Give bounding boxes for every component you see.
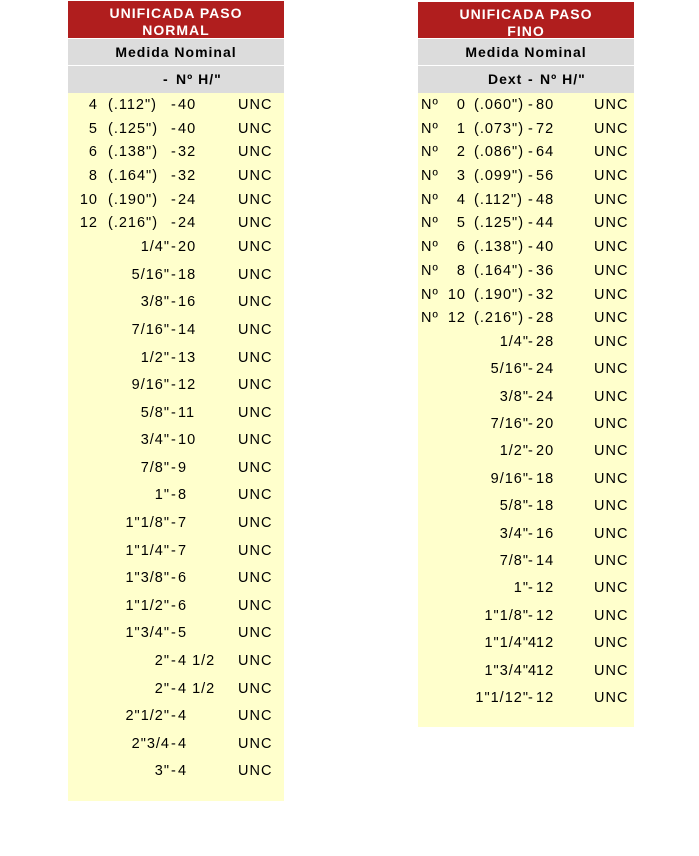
cell-sep: - <box>528 388 534 405</box>
table-row <box>418 334 634 361</box>
cell-sep: - <box>171 680 177 697</box>
cell-unc: UNC <box>594 470 629 487</box>
cell-sep: - <box>171 597 177 614</box>
table-row <box>68 432 284 460</box>
table-row <box>418 526 634 553</box>
fine-table-body <box>418 93 634 727</box>
cell-tpi: 6 <box>178 570 188 587</box>
cell-sep: - <box>528 689 534 706</box>
cell-sep: - <box>171 377 177 394</box>
cell-lab: Nº <box>421 239 439 256</box>
cell-unc: UNC <box>594 635 629 652</box>
cell-nom: 3/4" <box>140 432 170 449</box>
cell-unc: UNC <box>594 388 629 405</box>
cell-lab: Nº <box>421 286 439 303</box>
cell-dim: (.138") <box>108 144 159 161</box>
cell-unc: UNC <box>238 349 273 366</box>
cell-sep: - <box>528 361 534 378</box>
cell-sep: - <box>528 144 534 161</box>
cell-sep: - <box>171 653 177 670</box>
fine-header-columns <box>418 66 634 93</box>
cell-tpi: 20 <box>536 416 555 433</box>
cell-tpi: 72 <box>536 120 555 137</box>
cell-unc: UNC <box>238 625 273 642</box>
cell-num: 10 <box>79 191 98 208</box>
cell-dim: (.099") <box>474 168 525 185</box>
cell-sep: - <box>171 321 177 338</box>
cell-tpi: 20 <box>178 239 197 256</box>
cell-tpi: 28 <box>536 333 555 350</box>
table-row <box>68 515 284 543</box>
cell-tpi: 20 <box>536 443 555 460</box>
table-row <box>418 192 634 216</box>
cell-tpi: 24 <box>536 388 555 405</box>
cell-sep: 4 <box>528 635 538 652</box>
cell-tpi: 18 <box>536 498 555 515</box>
cell-unc: UNC <box>594 97 629 113</box>
cell-sep: - <box>171 294 177 311</box>
table-row <box>68 294 284 322</box>
cell-num: 6 <box>456 239 466 256</box>
cell-unc: UNC <box>238 168 273 185</box>
cell-nom: 1"1/12" <box>475 689 529 706</box>
cell-sep: - <box>171 215 177 232</box>
table-row <box>68 97 284 121</box>
table-row <box>68 350 284 378</box>
table-row <box>418 287 634 311</box>
fine-header-tpi: Nº H/" <box>540 71 586 87</box>
cell-num: 0 <box>456 97 466 113</box>
cell-lab: Nº <box>421 120 439 137</box>
cell-sep: - <box>528 310 534 327</box>
cell-unc: UNC <box>594 498 629 515</box>
cell-sep: - <box>528 580 534 597</box>
cell-tpi: 14 <box>536 553 555 569</box>
cell-sep: - <box>171 735 177 752</box>
table-row <box>68 570 284 598</box>
cell-unc: UNC <box>594 607 629 624</box>
cell-dim: (.125") <box>108 120 159 137</box>
cell-unc: UNC <box>594 239 629 256</box>
cell-dim: (.125") <box>474 215 525 232</box>
table-row <box>418 663 634 690</box>
cell-unc: UNC <box>594 144 629 161</box>
table-row <box>68 144 284 168</box>
table-row <box>68 121 284 145</box>
cell-num: 4 <box>456 191 466 208</box>
cell-unc: UNC <box>238 597 273 614</box>
cell-unc: UNC <box>238 763 273 780</box>
cell-tpi: 36 <box>536 262 555 279</box>
cell-tpi: 64 <box>536 144 555 161</box>
cell-dim: (.164") <box>108 168 159 185</box>
cell-unc: UNC <box>238 515 273 532</box>
cell-nom: 1"1/8" <box>125 515 170 532</box>
cell-unc: UNC <box>594 361 629 378</box>
cell-unc: UNC <box>594 580 629 597</box>
cell-sep: - <box>528 97 534 113</box>
cell-unc: UNC <box>594 286 629 303</box>
cell-num: 12 <box>79 215 98 232</box>
cell-sep: - <box>171 625 177 642</box>
cell-nom: 9/16" <box>490 470 529 487</box>
cell-nom: 1"1/2" <box>125 597 170 614</box>
cell-num: 12 <box>447 310 466 327</box>
cell-unc: UNC <box>238 653 273 670</box>
cell-num: 5 <box>88 120 98 137</box>
cell-unc: UNC <box>594 525 629 542</box>
cell-tpi: 56 <box>536 168 555 185</box>
cell-nom: 3/8" <box>499 388 529 405</box>
cell-nom: 2"1/2" <box>125 708 170 725</box>
table-row <box>418 498 634 525</box>
cell-sep: - <box>528 286 534 303</box>
cell-sep: - <box>528 168 534 185</box>
cell-unc: UNC <box>238 120 273 137</box>
cell-tpi: 11 <box>178 404 196 421</box>
coarse-header-nominal: Medida Nominal <box>68 39 284 65</box>
cell-sep: - <box>171 191 177 208</box>
cell-unc: UNC <box>238 542 273 559</box>
cell-sep: - <box>171 708 177 725</box>
cell-sep: - <box>528 120 534 137</box>
cell-sep: - <box>528 525 534 542</box>
table-row <box>418 416 634 443</box>
cell-sep: - <box>171 542 177 559</box>
cell-tpi: 13 <box>178 349 197 366</box>
cell-unc: UNC <box>238 215 273 232</box>
cell-nom: 5/8" <box>499 498 529 515</box>
cell-tpi: 16 <box>178 294 197 311</box>
cell-unc: UNC <box>238 708 273 725</box>
table-row <box>418 690 634 717</box>
cell-nom: 5/8" <box>140 404 170 421</box>
cell-nom: 7/16" <box>131 321 170 338</box>
cell-sep: - <box>528 607 534 624</box>
cell-tpi: 32 <box>536 286 555 303</box>
cell-sep: 4 <box>528 662 538 679</box>
cell-unc: UNC <box>238 459 273 476</box>
table-row <box>68 681 284 709</box>
cell-num: 5 <box>456 215 466 232</box>
cell-dim: (.086") <box>474 144 525 161</box>
cell-sep: - <box>171 349 177 366</box>
fine-title-line1: UNIFICADA PASO <box>459 6 593 22</box>
cell-unc: UNC <box>594 262 629 279</box>
cell-sep: - <box>528 191 534 208</box>
cell-tpi: 32 <box>178 168 197 185</box>
cell-tpi: 40 <box>536 239 555 256</box>
cell-sep: - <box>528 553 534 569</box>
cell-tpi: 24 <box>178 215 197 232</box>
cell-sep: - <box>528 498 534 515</box>
fine-thread-table <box>418 2 634 727</box>
cell-tpi: 28 <box>536 310 555 327</box>
table-row <box>68 625 284 653</box>
cell-dim: (.073") <box>474 120 525 137</box>
table-row <box>68 322 284 350</box>
cell-dim: (.060") <box>474 97 525 113</box>
cell-lab: Nº <box>421 310 439 327</box>
cell-lab: Nº <box>421 262 439 279</box>
cell-nom: 1"1/8" <box>484 607 529 624</box>
cell-unc: UNC <box>594 416 629 433</box>
cell-sep: - <box>171 432 177 449</box>
cell-tpi: 10 <box>178 432 197 449</box>
cell-sep: - <box>528 443 534 460</box>
cell-tpi: 18 <box>178 266 197 283</box>
cell-nom: 7/16" <box>490 416 529 433</box>
cell-lab: Nº <box>421 144 439 161</box>
table-row <box>68 598 284 626</box>
table-row <box>68 377 284 405</box>
cell-num: 8 <box>88 168 98 185</box>
cell-nom: 1/4" <box>499 333 529 350</box>
cell-sep: - <box>171 515 177 532</box>
fine-table-title <box>418 2 634 38</box>
cell-sep: - <box>528 215 534 232</box>
cell-nom: 9/16" <box>131 377 170 394</box>
coarse-thread-table <box>68 1 284 801</box>
cell-tpi: 6 <box>178 597 188 614</box>
coarse-table-title <box>68 1 284 38</box>
fine-header-dash: - <box>528 71 534 87</box>
cell-num: 4 <box>88 97 98 113</box>
cell-sep: - <box>171 144 177 161</box>
cell-nom: 1/2" <box>140 349 170 366</box>
table-row <box>68 192 284 216</box>
cell-unc: UNC <box>594 191 629 208</box>
cell-nom: 3/4" <box>499 525 529 542</box>
cell-nom: 1/2" <box>499 443 529 460</box>
cell-tpi: 24 <box>536 361 555 378</box>
cell-nom: 3" <box>154 763 170 780</box>
cell-sep: - <box>171 570 177 587</box>
table-row <box>418 635 634 662</box>
cell-nom: 1" <box>154 487 170 504</box>
coarse-table-body <box>68 93 284 801</box>
cell-sep: - <box>171 97 177 113</box>
cell-unc: UNC <box>238 680 273 697</box>
cell-unc: UNC <box>238 432 273 449</box>
cell-sep: - <box>528 333 534 350</box>
cell-dim: (.112") <box>108 97 157 113</box>
table-row <box>418 443 634 470</box>
table-row <box>68 543 284 571</box>
cell-sep: - <box>528 416 534 433</box>
cell-sep: - <box>528 239 534 256</box>
cell-sep: - <box>171 763 177 780</box>
cell-tpi: 5 <box>178 625 188 642</box>
cell-unc: UNC <box>238 377 273 394</box>
cell-unc: UNC <box>238 735 273 752</box>
cell-num: 1 <box>456 120 466 137</box>
cell-tpi: 48 <box>536 191 555 208</box>
cell-sep: - <box>171 168 177 185</box>
cell-tpi: 4 <box>178 708 188 725</box>
cell-unc: UNC <box>594 310 629 327</box>
cell-sep: - <box>171 404 177 421</box>
cell-unc: UNC <box>238 487 273 504</box>
table-row <box>418 215 634 239</box>
table-row <box>418 121 634 145</box>
cell-nom: 1"3/4" <box>484 662 529 679</box>
cell-tpi: 12 <box>536 689 555 706</box>
table-row <box>418 389 634 416</box>
table-row <box>68 763 284 791</box>
cell-dim: (.138") <box>474 239 525 256</box>
cell-tpi: 12 <box>536 580 555 597</box>
cell-lab: Nº <box>421 191 439 208</box>
coarse-title-line1: UNIFICADA PASO <box>109 5 243 21</box>
table-row <box>68 405 284 433</box>
cell-nom: 7/8" <box>140 459 170 476</box>
cell-nom: 5/16" <box>131 266 170 283</box>
cell-lab: Nº <box>421 215 439 232</box>
cell-unc: UNC <box>594 215 629 232</box>
cell-tpi: 40 <box>178 97 197 113</box>
fine-header-nominal: Medida Nominal <box>418 39 634 65</box>
table-row <box>68 653 284 681</box>
cell-tpi: 4 <box>178 735 188 752</box>
cell-unc: UNC <box>594 120 629 137</box>
table-row <box>68 487 284 515</box>
cell-nom: 7/8" <box>499 553 529 569</box>
cell-unc: UNC <box>594 689 629 706</box>
cell-unc: UNC <box>238 97 273 113</box>
coarse-header-dash: - <box>163 71 169 87</box>
table-row <box>418 263 634 287</box>
cell-unc: UNC <box>238 266 273 283</box>
cell-tpi: 24 <box>178 191 197 208</box>
table-row <box>68 736 284 764</box>
cell-sep: - <box>528 470 534 487</box>
cell-unc: UNC <box>594 662 629 679</box>
cell-lab: Nº <box>421 97 439 113</box>
table-row <box>418 553 634 580</box>
cell-tpi: 4 1/2 <box>178 653 216 670</box>
cell-lab: Nº <box>421 168 439 185</box>
cell-dim: (.216") <box>108 215 159 232</box>
cell-dim: (.190") <box>474 286 525 303</box>
cell-unc: UNC <box>594 553 629 569</box>
table-row <box>418 168 634 192</box>
cell-tpi: 18 <box>536 470 555 487</box>
table-row <box>68 460 284 488</box>
table-row <box>418 580 634 607</box>
cell-sep: - <box>171 487 177 504</box>
cell-tpi: 44 <box>536 215 555 232</box>
cell-nom: 1"1/4" <box>125 542 170 559</box>
coarse-title-line2: NORMAL <box>142 22 210 38</box>
cell-tpi: 80 <box>536 97 555 113</box>
cell-nom: 2" <box>154 653 170 670</box>
cell-num: 3 <box>456 168 466 185</box>
cell-nom: 1" <box>513 580 529 597</box>
cell-num: 2 <box>456 144 466 161</box>
cell-nom: 1"3/4" <box>125 625 170 642</box>
cell-dim: (.164") <box>474 262 525 279</box>
cell-unc: UNC <box>594 333 629 350</box>
cell-tpi: 32 <box>178 144 197 161</box>
cell-num: 10 <box>447 286 466 303</box>
table-row <box>418 608 634 635</box>
fine-header-dext: Dext <box>488 71 523 87</box>
cell-tpi: 9 <box>178 459 188 476</box>
cell-tpi: 8 <box>178 487 188 504</box>
cell-sep: - <box>171 459 177 476</box>
fine-title-line2: FINO <box>507 23 545 39</box>
cell-unc: UNC <box>238 191 273 208</box>
cell-tpi: 7 <box>178 515 188 532</box>
table-row <box>68 267 284 295</box>
cell-nom: 1"1/4" <box>484 635 529 652</box>
cell-sep: - <box>171 120 177 137</box>
cell-tpi: 40 <box>178 120 197 137</box>
cell-tpi: 12 <box>536 607 555 624</box>
table-row <box>418 97 634 121</box>
table-row <box>68 168 284 192</box>
table-row <box>68 215 284 239</box>
cell-num: 6 <box>88 144 98 161</box>
cell-sep: - <box>171 266 177 283</box>
cell-dim: (.112") <box>474 191 523 208</box>
table-row <box>418 361 634 388</box>
cell-tpi: 16 <box>536 525 555 542</box>
table-row <box>418 310 634 334</box>
cell-unc: UNC <box>238 144 273 161</box>
table-row <box>418 239 634 263</box>
cell-unc: UNC <box>238 570 273 587</box>
cell-sep: - <box>528 262 534 279</box>
cell-sep: - <box>171 239 177 256</box>
cell-tpi: 4 1/2 <box>178 680 216 697</box>
cell-dim: (.216") <box>474 310 525 327</box>
cell-unc: UNC <box>594 168 629 185</box>
cell-unc: UNC <box>238 294 273 311</box>
cell-nom: 2"3/4 <box>131 735 170 752</box>
cell-tpi: 7 <box>178 542 188 559</box>
cell-num: 8 <box>456 262 466 279</box>
cell-nom: 1/4" <box>140 239 170 256</box>
cell-tpi: 12 <box>536 662 555 679</box>
cell-unc: UNC <box>238 239 273 256</box>
coarse-header-columns <box>68 66 284 93</box>
cell-dim: (.190") <box>108 191 159 208</box>
cell-nom: 1"3/8" <box>125 570 170 587</box>
cell-tpi: 12 <box>178 377 197 394</box>
cell-tpi: 14 <box>178 321 197 338</box>
cell-unc: UNC <box>238 321 273 338</box>
table-row <box>68 708 284 736</box>
table-row <box>418 471 634 498</box>
table-row <box>68 239 284 267</box>
cell-unc: UNC <box>594 443 629 460</box>
cell-unc: UNC <box>238 404 273 421</box>
cell-tpi: 12 <box>536 635 555 652</box>
cell-nom: 5/16" <box>490 361 529 378</box>
cell-tpi: 4 <box>178 763 188 780</box>
coarse-header-tpi: Nº H/" <box>176 71 222 87</box>
cell-nom: 2" <box>154 680 170 697</box>
cell-nom: 3/8" <box>140 294 170 311</box>
table-row <box>418 144 634 168</box>
